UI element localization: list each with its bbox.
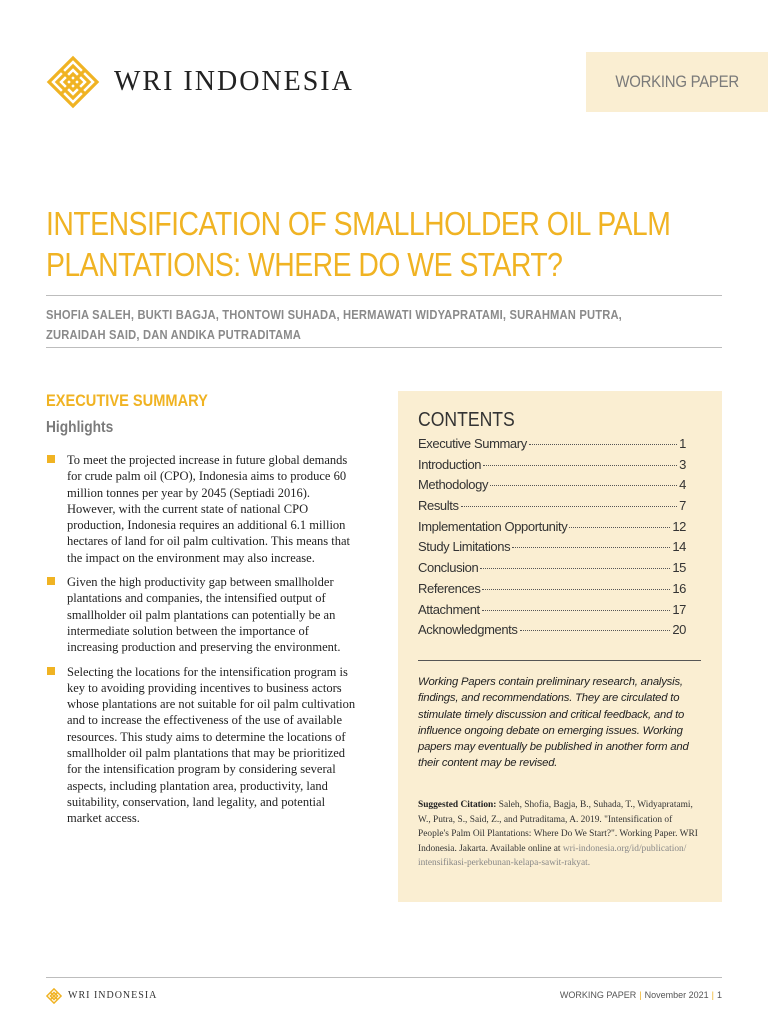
toc-label: Executive Summary xyxy=(418,436,527,451)
footer-doc-type: WORKING PAPER xyxy=(559,990,637,1000)
highlight-text: Given the high productivity gap between smallholder plantations and companies, the intensified output of smallholder oil palm plantations can potentially be an intermediate solution between the importance of increasing production and preserving the environment. xyxy=(67,575,341,655)
wri-logo-icon xyxy=(46,55,100,109)
toc-page: 3 xyxy=(679,456,686,472)
toc-item[interactable] xyxy=(418,602,686,623)
citation-label: Suggested Citation: xyxy=(418,800,497,810)
title-line-1: INTENSIFICATION OF SMALLHOLDER OIL PALM xyxy=(46,205,671,242)
toc-label: Study Limitations xyxy=(418,539,511,555)
toc-label: Methodology xyxy=(418,477,489,493)
toc-item[interactable] xyxy=(418,519,686,540)
executive-summary-heading: EXECUTIVE SUMMARY xyxy=(46,391,208,410)
toc-label: Attachment xyxy=(418,601,480,617)
highlight-item xyxy=(46,452,358,566)
toc-leader xyxy=(569,527,670,528)
toc-leader xyxy=(461,506,678,507)
bullet-square-icon xyxy=(47,455,55,463)
footer-separator: | xyxy=(711,990,714,1000)
citation-text: Saleh, Shofia, Bagja, B., Suhada, T., Widyapratami, W., Putra, S., Said, Z., and Putraditama, A. 2019. "Intensification of People's Palm Oil Plantations: Where Do We Start?". Working Paper. WRI Indonesia. Jakarta. Available online at xyxy=(418,800,698,854)
bullet-square-icon xyxy=(47,577,55,585)
highlight-text: To meet the projected increase in future global demands for crude palm oil (CPO), Indonesia aims to produce 60 million tonnes per year by 2045 (Septiadi 2016). However, with the current state of national CPO production, Indonesia requires an additional 6.1 million hectares of land for oil palm cultivation. This means that the impact on the environment may also increase. xyxy=(67,453,351,565)
toc-item[interactable] xyxy=(418,457,686,478)
toc-item[interactable] xyxy=(418,560,686,581)
toc-label: References xyxy=(418,580,481,596)
toc-leader xyxy=(520,630,671,631)
toc-label: Implementation Opportunity xyxy=(418,518,568,534)
footer-info xyxy=(560,990,722,1000)
toc-item[interactable] xyxy=(418,622,686,643)
contents-sidebar xyxy=(398,391,722,902)
toc-item[interactable] xyxy=(418,498,686,519)
toc-page: 1 xyxy=(679,436,686,451)
highlight-item xyxy=(46,664,358,827)
highlight-text: Selecting the locations for the intensification program is key to avoiding providing incentives to business actors whose plantations are not suitable for oil palm cultivation and to increase the effectiveness of the use of available resources. This study aims to determine the locations of smallholder oil palm plantations that may be prioritized for the intensification program by considering several aspects, including plantation area, productivity, land suitability, conservation, land legality, and potential market access. xyxy=(67,664,356,826)
toc-leader xyxy=(512,547,670,548)
table-of-contents xyxy=(418,436,686,643)
authors-line-1: SHOFIA SALEH, BUKTI BAGJA, THONTOWI SUHADA, HERMAWATI WIDYAPRATAMI, SURAHMAN PUTRA, xyxy=(46,307,622,322)
toc-leader xyxy=(483,465,677,466)
toc-item[interactable] xyxy=(418,581,686,602)
toc-label: Results xyxy=(418,498,459,514)
toc-page: 20 xyxy=(672,622,686,638)
toc-page: 15 xyxy=(672,560,686,576)
toc-page: 12 xyxy=(672,518,686,534)
toc-leader xyxy=(529,444,677,445)
document-title xyxy=(46,203,671,285)
citation-link[interactable]: wri-indonesia.org/id/publication/ intensifikasi-perkebunan-kelapa-sawit-rakyat. xyxy=(418,843,687,869)
divider xyxy=(46,295,722,296)
toc-label: Conclusion xyxy=(418,560,479,576)
brand-name: WRI INDONESIA xyxy=(114,66,354,97)
toc-item[interactable] xyxy=(418,539,686,560)
footer-page-number: 1 xyxy=(716,990,722,1000)
divider xyxy=(418,660,701,661)
working-paper-note: Working Papers contain preliminary research, analysis, findings, and recommendations. They are circulated to stimulate timely discussion and critical feedback, and to influence ongoing debate on emerging issues. Working papers may eventually be published in another form and their content may be revised. xyxy=(418,676,689,770)
toc-leader xyxy=(482,589,670,590)
toc-page: 7 xyxy=(679,498,686,514)
toc-leader xyxy=(480,568,670,569)
highlights-list xyxy=(46,452,358,835)
title-line-2: PLANTATIONS: WHERE DO WE START? xyxy=(46,246,563,283)
footer-separator: | xyxy=(639,990,642,1000)
bullet-square-icon xyxy=(47,667,55,675)
authors-line-2: ZURAIDAH SAID, DAN ANDIKA PUTRADITAMA xyxy=(46,327,302,342)
wri-logo-icon xyxy=(46,988,62,1004)
footer-brand: WRI INDONESIA xyxy=(68,990,158,1001)
highlights-heading: Highlights xyxy=(46,419,114,436)
authors xyxy=(46,305,700,345)
toc-page: 14 xyxy=(672,539,686,555)
toc-item[interactable] xyxy=(418,477,686,498)
footer-divider xyxy=(46,977,722,978)
contents-heading: CONTENTS xyxy=(418,409,515,431)
toc-label: Introduction xyxy=(418,456,482,472)
highlight-item xyxy=(46,574,358,655)
toc-item[interactable] xyxy=(418,436,686,457)
working-paper-label: WORKING PAPER xyxy=(615,72,739,91)
footer-date: November 2021 xyxy=(644,990,709,1000)
suggested-citation xyxy=(418,798,702,871)
toc-page: 16 xyxy=(672,580,686,596)
toc-leader xyxy=(482,610,671,611)
working-paper-badge xyxy=(586,52,768,112)
toc-label: Acknowledgments xyxy=(418,622,518,638)
toc-page: 4 xyxy=(679,477,686,493)
toc-leader xyxy=(490,485,677,486)
divider xyxy=(46,347,722,348)
toc-page: 17 xyxy=(672,601,686,617)
